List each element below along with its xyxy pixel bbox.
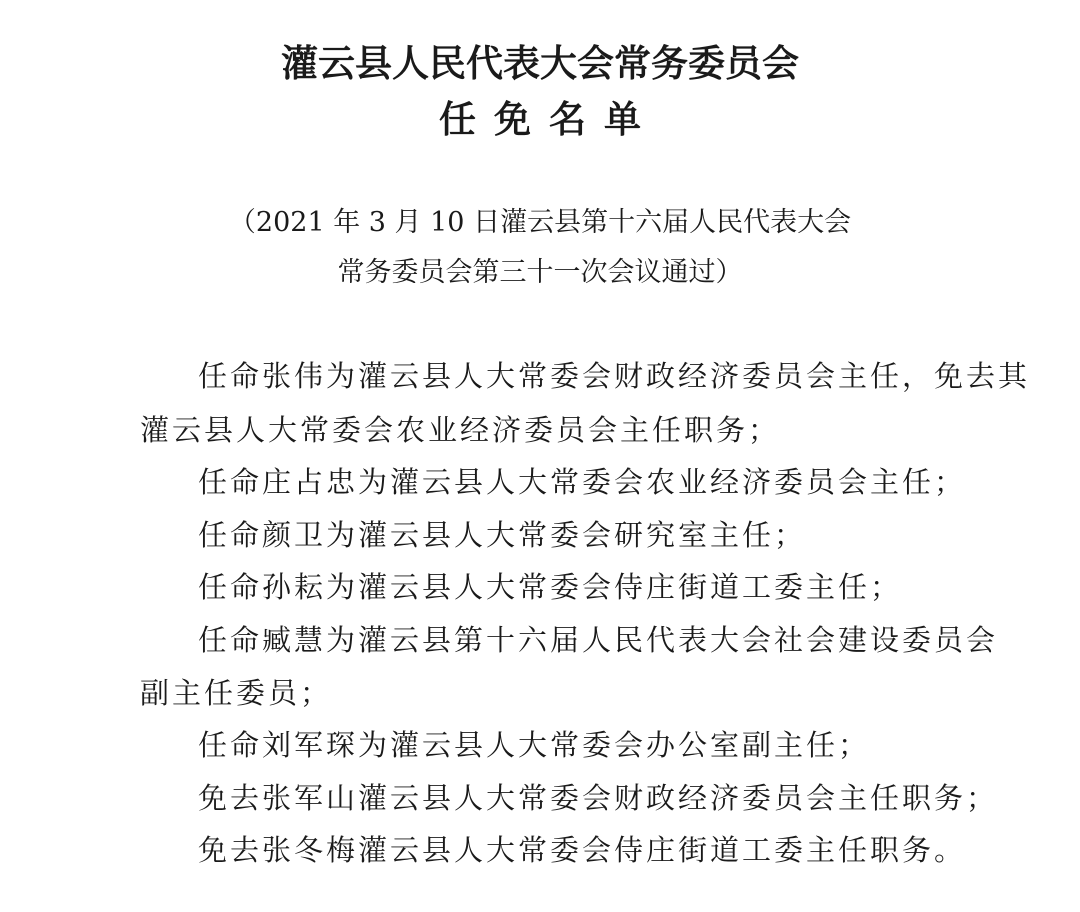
appointment-line: 任命刘军琛为灌云县人大常委会办公室副主任； (198, 728, 871, 762)
appointment-line: 任命臧慧为灌云县第十六届人民代表大会社会建设委员会 (198, 623, 999, 657)
appointment-line: 任命庄占忠为灌云县人大常委会农业经济委员会主任； (198, 465, 967, 499)
appointment-line: 灌云县人大常委会农业经济委员会主任职务； (140, 413, 781, 447)
meeting-info-line-2: 常务委员会第三十一次会议通过） (337, 257, 743, 288)
appointment-line: 任命颜卫为灌云县人大常委会研究室主任； (198, 518, 807, 552)
document-title: 灌云县人民代表大会常务委员会 (281, 42, 799, 85)
meeting-info-line-1: （2021 年 3 月 10 日灌云县第十六届人民代表大会 (228, 207, 852, 238)
document-subtitle-heading: 任免名单 (439, 98, 659, 141)
removal-line: 免去张军山灌云县人大常委会财政经济委员会主任职务； (198, 781, 999, 815)
appointment-line: 任命张伟为灌云县人大常委会财政经济委员会主任，免去其 (198, 359, 1031, 393)
removal-line: 免去张冬梅灌云县人大常委会侍庄街道工委主任职务。 (198, 833, 967, 867)
appointment-line: 副主任委员； (140, 676, 333, 710)
appointment-line: 任命孙耘为灌云县人大常委会侍庄街道工委主任； (198, 570, 903, 604)
